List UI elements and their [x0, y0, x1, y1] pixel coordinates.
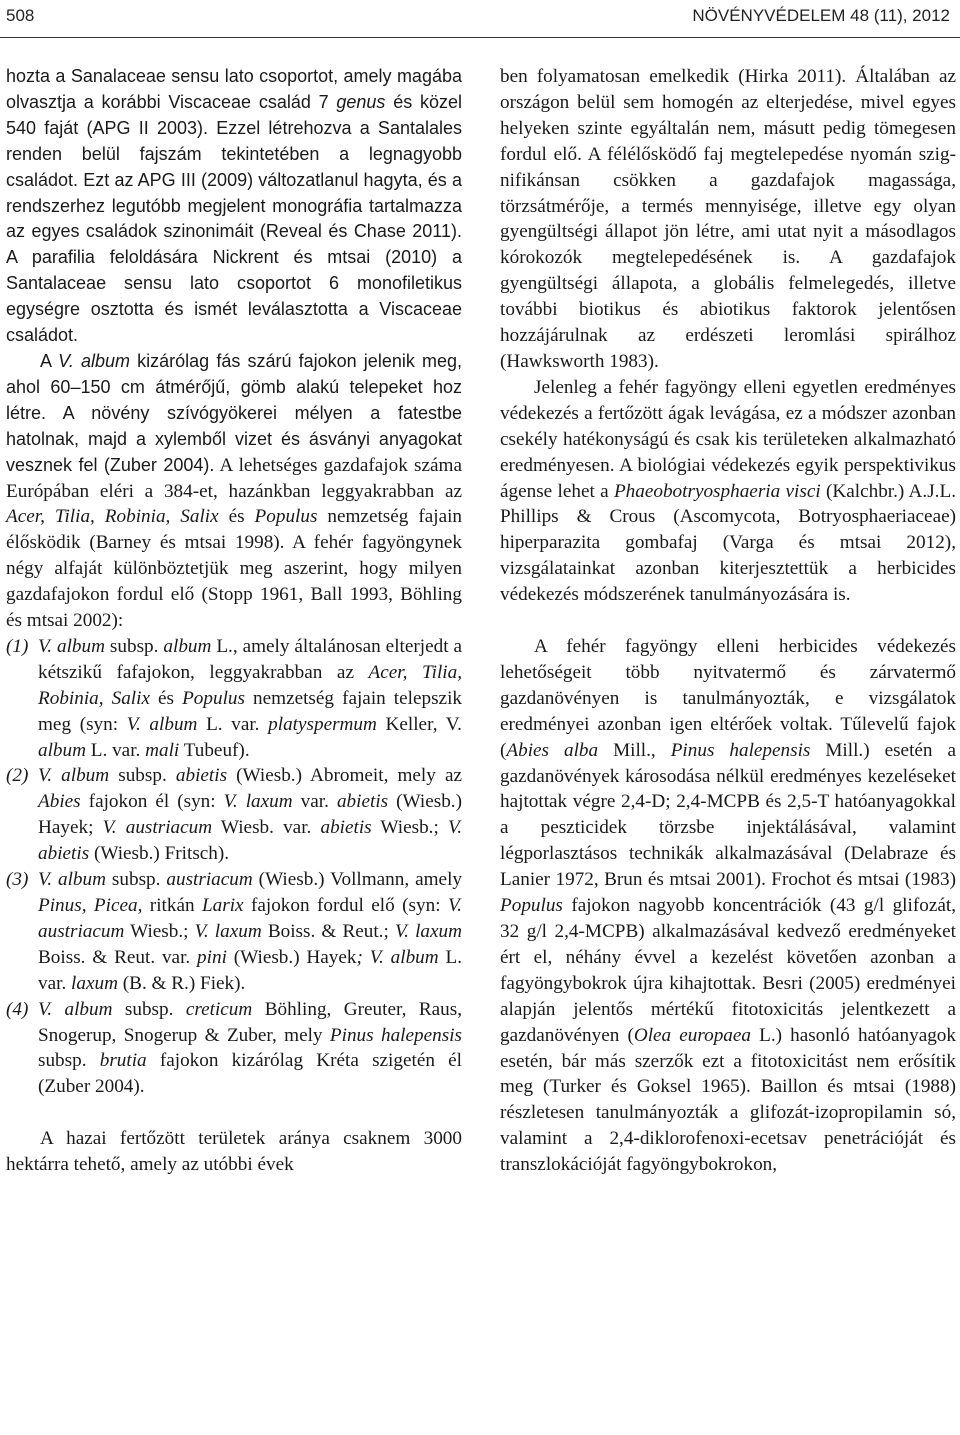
- paragraph: A V. album kizárólag fás szárú fajokon jelenik meg, ahol 60–150 cm átmérőjű, gömb alakú telepeket hoz létre. A növény szívógyökerei mélyen a fatestbe hatolnak, majd a xylemből vizet és ásványi anyagokat vesznek fel (Zuber 2004). A lehetséges gazdafajok száma Európában eléri a 384-et, hazánkban leggyakrabban az Acer, Tilia, Robinia, Salix és Populus nemzetség fajain élősködik (Barney és mtsai 1998). A fehér fagyöngynek négy alfaját különböztetjük meg aszerint, hogy milyen gazdafajokon fordul elő (Stopp 1961, Ball 1993, Böhling és mtsai 2002):: [6, 350, 463, 632]
- paragraph: A fehér fagyöngy elleni herbicides védekezés lehetőségeit több nyitvatermő és zárvatermő gazdanövényen is tanulmányozták, e vizsgálatok eredményei azonban igen eltérőek voltak. Tűlevelű fajok (Abies alba Mill., Pinus halepensis Mill.) esetén a gazdanövények károsodása nélkül eredményes kezeléseket hajtottak végre 2,4-D; 2,4-MCPB és 2,5-T hatóanyagokkal a peszticidek törzsbe injektálásával, valamint légporlasztásos technikák alkalmazásával (Delabraze és Lanier 1972, Brun és mtsai 2001). Frochot és mtsai (1983) Populus fajokon nagyobb koncentrációk (43 g/l glifozát, 32 g/l 2,4-MCPB) alkalmazásával kedvező eredményeket ért el, néhány évvel a kezelést követően azonban a fagyöngybokrok újra kihajtottak. Besri (2005) eredményei alapján jelentős mértékű fitotoxicitás jelentkezett a gazdanövényen (Olea europaea L.) hasonló hatóanyagok esetén, bár más szerzők ezt a fitotoxicitást nem erősítik meg (Turker és Goksel 1965). Baillon és mtsai (1988) részletesen tanulmányozták a glifozát-izopropilamin só, valamint a 2,4-diklorofenoxi-ecetsav penetrációját és transzlokációját fagyöngybokrokon,: [500, 636, 956, 1176]
- paragraph: hozta a Sanalaceae sensu lato csoportot, amely magába olvasztja a korábbi Viscaceae család 7 genus és közel 540 faját (APG II 2003). Ezzel létrehozva a Santalales renden belül fajszám tekintetében a legnagyobb családot. Ezt az APG III (2009) változatlanul hagyta, és a rendszerhez legutóbb megjelent monográfia tartalmazza az egyes családok szinonimáit (Reveal és Chase 2011). A parafilia feloldására Nickrent és mtsai (2010) a Santalaceae sensu lato csoportot 6 monofiletikus egységre osztotta és ismét leválasztotta a Viscaceae családot.: [6, 66, 462, 346]
- right-column: [500, 64, 956, 1178]
- paragraph: A hazai fertőzött területek aránya csaknem 3000 hektárra tehető, amely az utóbbi évek: [6, 1128, 462, 1176]
- page-number: 508: [6, 6, 35, 25]
- list-item: (3) V. album subsp. austriacum (Wiesb.) Vollmann, amely Pinus, Picea, ritkán Larix fajokon fordul elő (syn: V. austriacum Wiesb.; V. laxum Boiss. & Reut.; V. laxum Boiss. & Reut. var. pini (Wiesb.) Hayek; V. album L. var. laxum (B. & R.) Fiek).: [6, 869, 463, 994]
- paragraph: ben folyamatosan emelkedik (Hirka 2011). Általában az országon belül sem homogén az elterjedése, mivel egyes helyeken szinte egyáltalán nem, másutt pedig tömegesen fordul elő. A félélősködő faj megtelepedése nyomán szignifikánsan csökken a gazdafajok magassága, törzsátmérője, a termés mennyisége, illetve egy olyan gyengültségi állapot jön létre, ami utat nyit a másodlagos kórokozók megtelepedésének is. A gazdafajok gyengültségi állapota, a globális felmelegedés, illetve további biotikus és abiotikus faktorok jelentősen hozzájárulnak az erdészeti leromlási spirálhoz (Hawksworth 1983).: [500, 66, 956, 372]
- journal-info: NÖVÉNYVÉDELEM 48 (11), 2012: [692, 6, 950, 25]
- list-number: (4): [6, 998, 29, 1020]
- list-number: (1): [6, 635, 29, 657]
- list-number: (2): [6, 765, 29, 787]
- left-column: [6, 64, 462, 1178]
- list-number: (3): [6, 869, 29, 891]
- list-item: (2) V. album subsp. abietis (Wiesb.) Abromeit, mely az Abies fajokon él (syn: V. laxum var. abietis (Wiesb.) Hayek; V. austriacum Wiesb. var. abietis Wiesb.; V. abietis (Wiesb.) Fritsch).: [6, 765, 463, 865]
- paragraph: Jelenleg a fehér fagyöngy elleni egyetlen eredményes védekezés a fertőzött ágak levágása, ez a módszer azonban csekély hatékonyságú és csak kis területeken alkalmazható eredményesen. A biológiai védekezés egyik perspektivikus ágense lehet a Phaeobotryosphaeria visci (Kalchbr.) A.J.L. Phillips & Crous (Ascomycota, Botryosphaeriaceae) hiperparazita gombafaj (Varga és mtsai 2012), vizsgálatainkat azonban kiterjesztettük a herbicides védekezés módszerének tanulmányozására is.: [500, 376, 956, 606]
- list-item: (4) V. album subsp. creticum Böhling, Greuter, Raus, Snogerup, Snogerup & Zuber, mely Pinus halepensis subsp. brutia fajokon kizárólag Kréta szigetén él (Zuber 2004).: [6, 998, 462, 1098]
- header-rule: [0, 37, 960, 38]
- page-header: [0, 0, 960, 38]
- list-item: (1) V. album subsp. album L., amely általánosan elterjedt a kétszikű fafajokon, leggyakrabban az Acer, Tilia, Robinia, Salix és Populus nemzetség fajain telepszik meg (syn: V. album L. var. platyspermum Keller, V. album L. var. mali Tubeuf).: [6, 635, 463, 761]
